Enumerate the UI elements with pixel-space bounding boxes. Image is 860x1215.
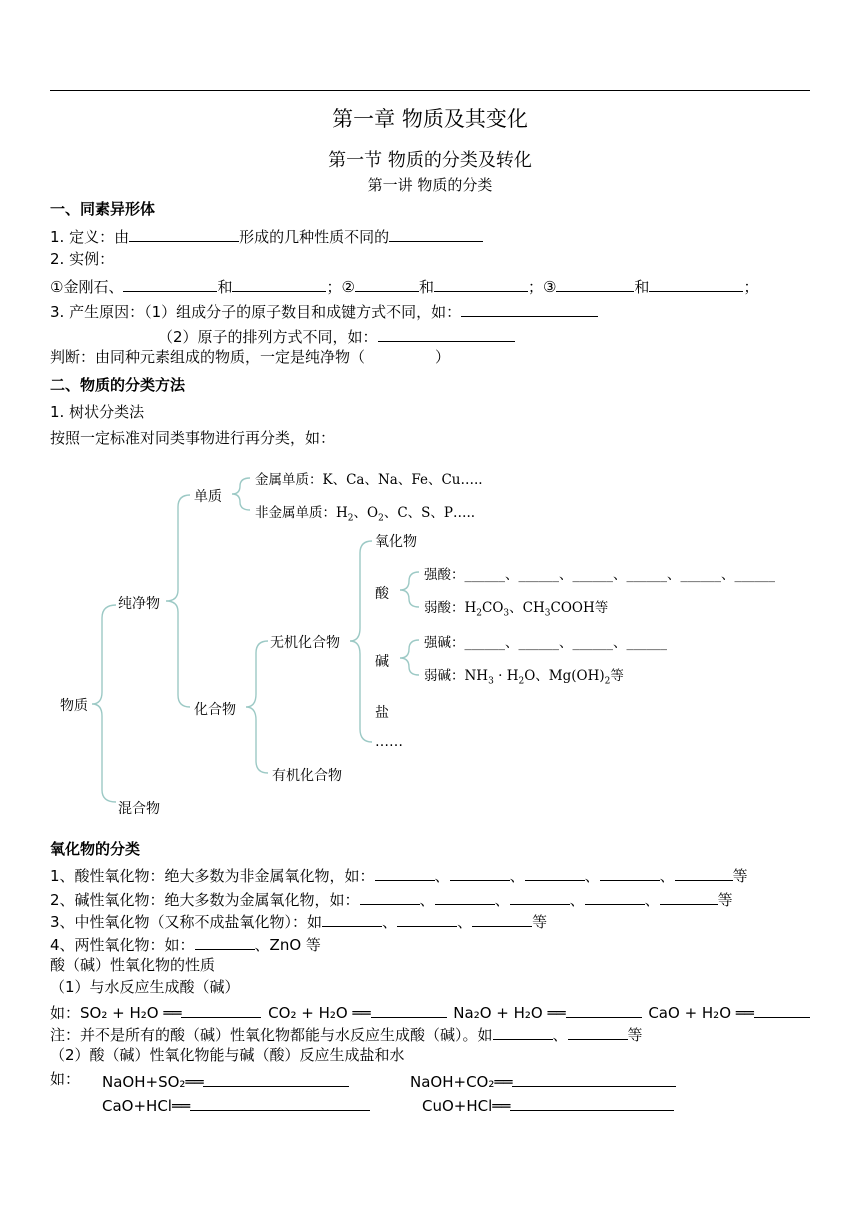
tree-node-nonmetal-element: 非金属单质：$H_2$、$O_2$、C、S、P….. bbox=[255, 505, 476, 524]
tree-node-metal-element: 金属单质：K、Ca、Na、Fe、Cu….. bbox=[255, 472, 483, 488]
tree-node-element: 单质 bbox=[194, 489, 222, 505]
oxides-heading: 氧化物的分类 bbox=[50, 840, 141, 858]
note-line: 注：并不是所有的酸（碱）性氧化物都能与水反应生成酸（碱）。如 、 等 bbox=[50, 1022, 643, 1045]
equation-cuo-hcl: CuO+HCl══ bbox=[422, 1093, 674, 1116]
blank[interactable] bbox=[397, 909, 457, 927]
definition-line: 1. 定义：由 形成的几种性质不同的 bbox=[50, 224, 483, 247]
tree-node-weak-acid: 弱酸：$H_2CO_3$、$CH_3COOH$等 bbox=[424, 600, 609, 619]
tree-intro: 按照一定标准对同类事物进行再分类，如： bbox=[50, 429, 336, 447]
blank[interactable] bbox=[493, 1022, 553, 1040]
blank[interactable] bbox=[525, 863, 585, 881]
blank[interactable] bbox=[181, 1000, 261, 1018]
blank[interactable] bbox=[566, 1000, 642, 1018]
tree-node-matter: 物质 bbox=[60, 698, 88, 714]
equation-cao-hcl: CaO+HCl══ bbox=[102, 1093, 370, 1116]
oxide-line-1: 1、酸性氧化物：绝大多数为非金属氧化物，如： 、 、 、 、 等 bbox=[50, 863, 748, 886]
blank[interactable] bbox=[510, 1093, 674, 1111]
blank[interactable] bbox=[510, 887, 570, 905]
tree-node-organic: 有机化合物 bbox=[272, 768, 342, 784]
tree-node-acid: 酸 bbox=[375, 586, 389, 602]
examples-title: 2. 实例： bbox=[50, 250, 115, 268]
equation-line-1: 如：SO₂ + H₂O ══ CO₂ + H₂O ══ Na₂O + H₂O ══ CaO + H₂O ══ bbox=[50, 1000, 810, 1023]
section1-heading: 一、同素异形体 bbox=[50, 200, 156, 218]
blank[interactable] bbox=[600, 863, 660, 881]
chapter-title: 第一章 物质及其变化 bbox=[332, 107, 528, 131]
blank[interactable] bbox=[371, 1000, 447, 1018]
tree-node-weak-base: 弱碱：$NH_3 \cdot H_2O$、$Mg(OH)_2$等 bbox=[424, 668, 624, 687]
blank[interactable] bbox=[195, 932, 255, 950]
lecture-title: 第一讲 物质的分类 bbox=[367, 176, 493, 194]
tree-node-oxide: 氧化物 bbox=[375, 534, 417, 550]
oxide-line-2: 2、碱性氧化物：绝大多数为金属氧化物，如： 、 、 、 、 等 bbox=[50, 887, 733, 910]
blank[interactable] bbox=[203, 1069, 349, 1087]
blank[interactable] bbox=[360, 887, 420, 905]
oxide-props-title: 酸（碱）性氧化物的性质 bbox=[50, 956, 216, 974]
blank[interactable] bbox=[660, 887, 718, 905]
equation-naoh-so2: NaOH+SO₂══ bbox=[102, 1069, 349, 1092]
tree-node-strong-base: 强碱：______、______、______、______ bbox=[424, 635, 667, 651]
tree-node-base: 碱 bbox=[375, 654, 389, 670]
blank[interactable] bbox=[450, 863, 510, 881]
tree-node-strong-acid: 强酸：______、______、______、______、______、______ bbox=[424, 567, 775, 583]
oxide-prop-1: （1）与水反应生成酸（碱） bbox=[50, 978, 240, 996]
blank[interactable] bbox=[322, 909, 382, 927]
section-title: 第一节 物质的分类及转化 bbox=[328, 150, 532, 171]
cause-line-2: （2）原子的排列方式不同，如： bbox=[158, 324, 515, 347]
oxide-line-4: 4、两性氧化物：如： 、ZnO 等 bbox=[50, 932, 321, 955]
blank[interactable] bbox=[568, 1022, 628, 1040]
section2-heading: 二、物质的分类方法 bbox=[50, 376, 186, 394]
blank[interactable] bbox=[190, 1093, 370, 1111]
blank[interactable] bbox=[675, 863, 733, 881]
equation-naoh-co2: NaOH+CO₂══ bbox=[410, 1069, 676, 1092]
tree-node-mixture: 混合物 bbox=[118, 801, 160, 817]
tree-node-etc: …… bbox=[375, 734, 403, 750]
cause-line-1: 3. 产生原因：（1）组成分子的原子数目和成键方式不同，如： bbox=[50, 299, 598, 322]
blank[interactable] bbox=[435, 887, 495, 905]
tree-node-compound: 化合物 bbox=[194, 702, 236, 718]
tree-node-inorganic: 无机化合物 bbox=[270, 635, 340, 651]
blank[interactable] bbox=[472, 909, 532, 927]
tree-node-salt: 盐 bbox=[375, 705, 389, 721]
examples-line: ①金刚石、 和 ；② 和 ；③ 和 ； bbox=[50, 274, 758, 297]
oxide-line-3: 3、中性氧化物（又称不成盐氧化物）：如 、 、 等 bbox=[50, 909, 547, 932]
tree-method-title: 1. 树状分类法 bbox=[50, 403, 145, 421]
blank[interactable] bbox=[375, 863, 435, 881]
judge-line: 判断：由同种元素组成的物质，一定是纯净物（ ） bbox=[50, 348, 451, 366]
oxide-prop-2: （2）酸（碱）性氧化物能与碱（酸）反应生成盐和水 bbox=[50, 1046, 405, 1064]
blank[interactable] bbox=[512, 1069, 676, 1087]
ru-label: 如： bbox=[50, 1070, 81, 1088]
blank[interactable] bbox=[754, 1000, 810, 1018]
blank[interactable] bbox=[585, 887, 645, 905]
tree-node-pure: 纯净物 bbox=[118, 596, 160, 612]
